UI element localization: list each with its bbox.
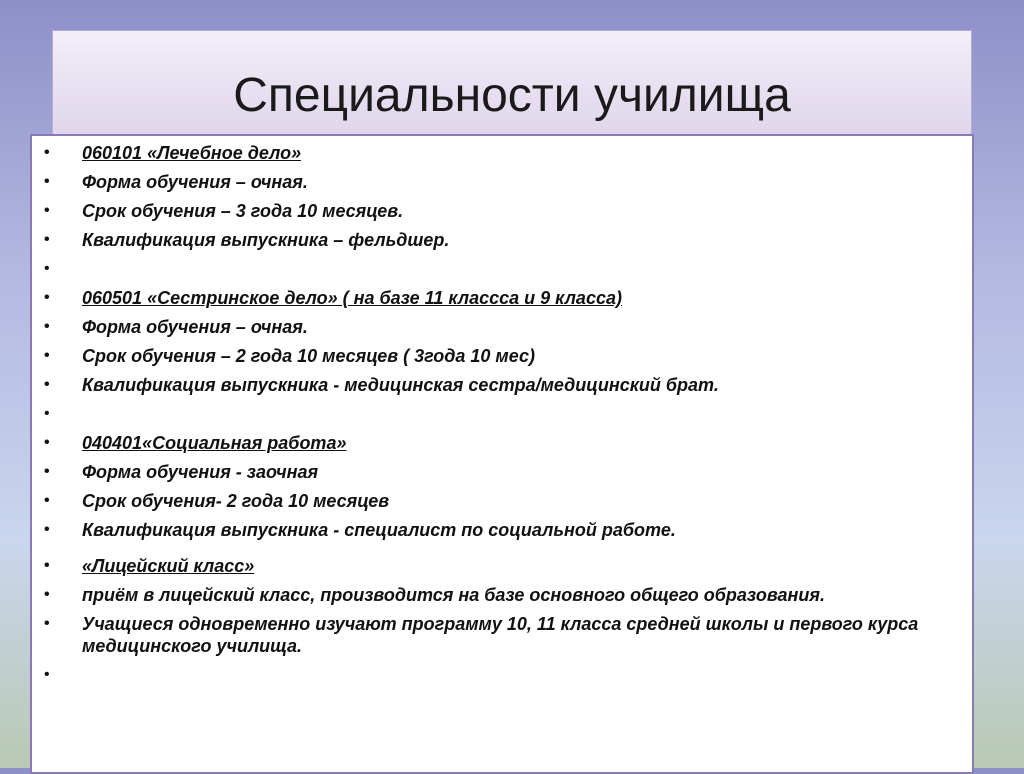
list-item: • Квалификация выпускника - специалист по социальной работе.: [32, 519, 972, 541]
list-item: • Учащиеся одновременно изучают программу 10, 11 класса средней школы и первого курса медицинского училища.: [32, 613, 972, 657]
list-item: • Квалификация выпускника - медицинская сестра/медицинский брат.: [32, 374, 972, 396]
list-item: • Срок обучения – 3 года 10 месяцев.: [32, 200, 972, 222]
list-gap: [32, 541, 972, 555]
empty-bullet: [32, 403, 972, 425]
specialty-heading-licey: • «Лицейский класс»: [32, 555, 972, 577]
list-item: • Срок обучения- 2 года 10 месяцев: [32, 490, 972, 512]
list-item: • Форма обучения – очная.: [32, 171, 972, 193]
empty-bullet: [32, 258, 972, 280]
slide-title: Специальности училища: [233, 69, 791, 122]
specialty-heading-lechebnoe: • 060101 «Лечебное дело»: [32, 142, 972, 164]
content-panel: [30, 134, 974, 774]
list-item: • приём в лицейский класс, производится на базе основного общего образования.: [32, 584, 972, 606]
list-item: • Срок обучения – 2 года 10 месяцев ( 3года 10 мес): [32, 345, 972, 367]
specialty-heading-sestrinskoe: • 060501 «Сестринское дело» ( на базе 11 классса и 9 класса): [32, 287, 972, 309]
list-item: • Квалификация выпускника – фельдшер.: [32, 229, 972, 251]
specialty-heading-socialnaya: • 040401«Социальная работа»: [32, 432, 972, 454]
list-item: • Форма обучения – очная.: [32, 316, 972, 338]
list-item: • Форма обучения - заочная: [32, 461, 972, 483]
bullet-list: [32, 142, 972, 686]
empty-bullet: [32, 664, 972, 686]
